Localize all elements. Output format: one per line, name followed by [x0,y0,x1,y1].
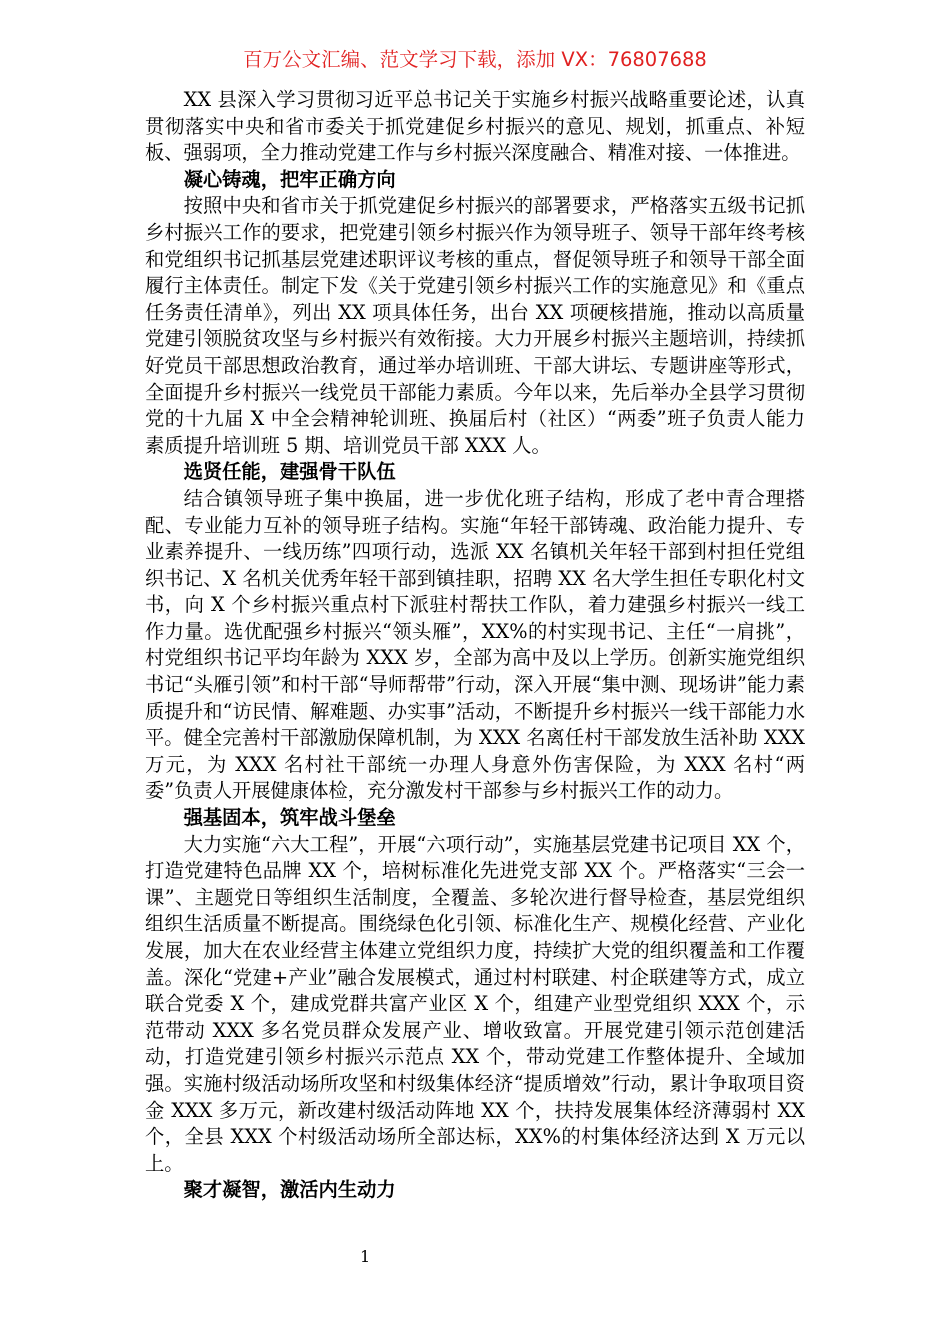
section-paragraph-2: 结合镇领导班子集中换届，进一步优化班子结构，形成了老中青合理搭配、专业能力互补的领导班子结构。实施“年轻干部铸魂、政治能力提升、专业素养提升、一线历练”四项行动，选派 XX 名镇机关年轻干部到村担任党组织书记、X 名机关优秀年轻干部到镇挂职，招聘 XX 名大学生担任专职化村文书，向 X 个乡村振兴重点村下派驻村帮扶工作队，着力建强乡村振兴一线工作力量。选优配强乡村振兴“领头雁”，XX%的村实现书记、主任“一肩挑”，村党组织书记平均年龄为 XXX 岁，全部为高中及以上学历。创新实施党组织书记“头雁引领”和村干部“导师帮带”行动，深入开展“集中测、现场讲”能力素质提升和“访民情、解难题、办实事”活动，不断提升乡村振兴一线干部能力水平。健全完善村干部激励保障机制，为 XXX 名离任村干部发放生活补助 XXX 万元，为 XXX 名村社干部统一办理人身意外伤害保险，为 XXX 名村“两委”负责人开展健康体检，充分激发村干部参与乡村振兴工作的动力。 [145,486,805,803]
page-number: 1 [360,1247,371,1266]
intro-paragraph: XX 县深入学习贯彻习近平总书记关于实施乡村振兴战略重要论述，认真贯彻落实中央和省市委关于抓党建促乡村振兴的意见、规划，抓重点、补短板、强弱项，全力推动党建工作与乡村振兴深度融合、精准对接、一体推进。 [145,88,805,165]
document-body [145,87,805,1204]
section-paragraph-1: 按照中央和省市关于抓党建促乡村振兴的部署要求，严格落实五级书记抓乡村振兴工作的要求，把党建引领乡村振兴作为领导班子、领导干部年终考核和党组织书记抓基层党建述职评议考核的重点，督促领导班子和领导干部全面履行主体责任。制定下发《关于党建引领乡村振兴工作的实施意见》和《重点任务责任清单》，列出 XX 项具体任务，出台 XX 项硬核措施，推动以高质量党建引领脱贫攻坚与乡村振兴有效衔接。大力开展乡村振兴主题培训，持续抓好党员干部思想政治教育，通过举办培训班、干部大讲坛、专题讲座等形式，全面提升乡村振兴一线党员干部能力素质。今年以来，先后举办全县学习贯彻党的十九届 X 中全会精神轮训班、换届后村（社区）“两委”班子负责人能力素质提升培训班 5 期、培训党员干部 XXX 人。 [145,194,805,457]
section-heading-1: 凝心铸魂，把牢正确方向 [183,167,396,191]
section-heading-2: 选贤任能，建强骨干队伍 [183,460,396,484]
header-watermark: 百万公文汇编、范文学习下载，添加 VX：76807688 [243,48,707,71]
section-paragraph-3: 大力实施“六大工程”，开展“六项行动”，实施基层党建书记项目 XX 个，打造党建特色品牌 XX 个，培树标准化先进党支部 XX 个。严格落实“三会一课”、主题党日等组织生活制度，全覆盖、多轮次进行督导检查，基层党组织组织生活质量不断提高。围绕绿色化引领、标准化生产、规模化经营、产业化发展，加大在农业经营主体建立党组织力度，持续扩大党的组织覆盖和工作覆盖。深化“党建+产业”融合发展模式，通过村村联建、村企联建等方式，成立联合党委 X 个，建成党群共富产业区 X 个，组建产业型党组织 XXX 个，示范带动 XXX 多名党员群众发展产业、增收致富。开展党建引领示范创建活动，打造党建引领乡村振兴示范点 XX 个，带动党建工作整体提升、全域加强。实施村级活动场所攻坚和村级集体经济“提质增效”行动，累计争取项目资金 XXX 多万元，新改建村级活动阵地 XX 个，扶持发展集体经济薄弱村 XX 个，全县 XXX 个村级活动场所全部达标，XX%的村集体经济达到 X 万元以上。 [145,832,805,1175]
section-heading-4: 聚才凝智，激活内生动力 [183,1178,396,1202]
section-heading-3: 强基固本，筑牢战斗堡垒 [183,806,396,830]
